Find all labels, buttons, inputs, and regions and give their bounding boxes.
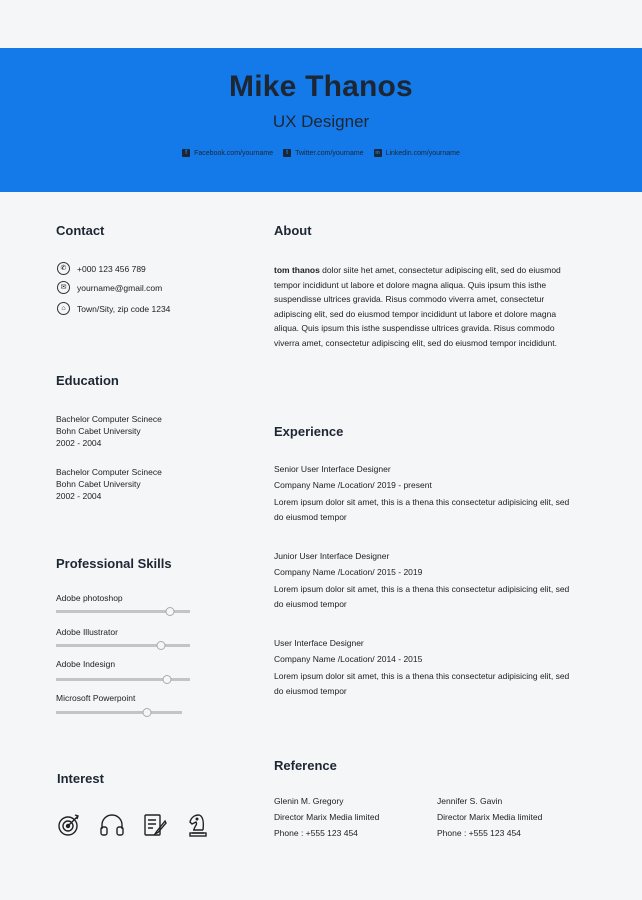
phone-icon: ✆	[57, 262, 70, 275]
skill-slider-knob[interactable]	[142, 708, 151, 717]
linkedin-icon: in	[375, 150, 380, 156]
contact-email-text: yourname@gmail.com	[77, 282, 163, 293]
experience-company: Company Name /Location/ 2019 - present	[274, 480, 432, 490]
experience-desc: Lorem ipsum dolor sit amet, this is a thena this consectetur adipisicing elit, sed do eiusmod tempor	[274, 671, 570, 696]
education-item	[56, 413, 162, 449]
experience-heading: Experience	[274, 424, 344, 439]
education-school: Bohn Cabet University	[56, 426, 141, 436]
skill-label: Adobe Indesign	[56, 659, 116, 669]
social-twitter-text: Twitter.com/yourname	[295, 149, 364, 157]
person-name: Mike Thanos	[229, 70, 413, 103]
about-heading: About	[274, 223, 312, 238]
about-body: dolor siite het amet, consectetur adipiscing elit, sed do eiusmod tempor incididunt ut labore et dolore magna aliqua. Quis ipsum this isthe suspendisse ultrices gravida. Risus commodo viverra amet, consectetur adipiscing elit, sed do eiusmod tempor incididunt ut labore et dolore magna aliqua. Quis ipsum this isthe suspendisse ultrices gravida. Risus commodo viverra amet, consectetur adipiscing elit, sed do eiusmod tempor incididunt.	[274, 265, 561, 348]
education-degree: Bachelor Computer Scinece	[56, 467, 162, 477]
social-linkedin[interactable]	[374, 149, 460, 157]
social-links	[0, 149, 642, 157]
skill-bar	[56, 711, 182, 714]
education-degree: Bachelor Computer Scinece	[56, 414, 162, 424]
experience-desc: Lorem ipsum dolor sit amet, this is a thena this consectetur adipisicing elit, sed do eiusmod tempor	[274, 497, 570, 522]
reference-position: Director Marix Media limited	[274, 812, 380, 822]
skill-bar	[56, 610, 190, 613]
skill-label: Adobe Illustrator	[56, 627, 118, 637]
experience-role: User Interface Designer	[274, 638, 364, 648]
facebook-icon: f	[182, 149, 190, 157]
reference-heading: Reference	[274, 758, 337, 773]
reference-name: Jennifer S. Gavin	[437, 796, 503, 806]
target-icon	[56, 812, 82, 838]
education-years: 2002 - 2004	[56, 438, 102, 448]
skill-bar	[56, 678, 190, 681]
experience-company: Company Name /Location/ 2014 - 2015	[274, 654, 423, 664]
skill-label: Adobe photoshop	[56, 593, 123, 603]
contact-phone	[57, 262, 146, 275]
contact-address-text: Town/Sity, zip code 1234	[77, 303, 171, 314]
twitter-icon: t	[283, 149, 291, 157]
social-linkedin-text: Linkedin.com/yourname	[385, 149, 460, 157]
skill-item	[56, 693, 182, 714]
experience-item	[274, 638, 574, 698]
email-icon: ✉	[57, 281, 70, 294]
contact-email	[57, 281, 162, 294]
about-lead: tom thanos	[274, 265, 320, 275]
experience-item	[274, 551, 574, 611]
skill-slider-knob[interactable]	[163, 675, 172, 684]
social-facebook-text: Facebook.com/yourname	[194, 149, 274, 157]
writing-icon	[142, 812, 168, 838]
reference-phone: Phone : +555 123 454	[274, 828, 358, 838]
chess-knight-icon	[185, 812, 211, 838]
headphones-icon	[99, 812, 125, 838]
skill-item	[56, 627, 190, 647]
education-heading: Education	[56, 373, 119, 388]
job-title: UX Designer	[272, 112, 370, 131]
interest-icons	[56, 812, 211, 838]
experience-role: Junior User Interface Designer	[274, 551, 390, 561]
reference-position: Director Marix Media limited	[437, 812, 543, 822]
contact-address	[57, 302, 170, 315]
skill-item	[56, 659, 190, 681]
home-icon: ⌂	[57, 302, 70, 315]
experience-desc: Lorem ipsum dolor sit amet, this is a thena this consectetur adipisicing elit, sed do eiusmod tempor	[274, 584, 570, 609]
education-school: Bohn Cabet University	[56, 479, 141, 489]
reference-phone: Phone : +555 123 454	[437, 828, 521, 838]
experience-role: Senior User Interface Designer	[274, 464, 391, 474]
education-item	[56, 466, 162, 502]
reference-name: Glenin M. Gregory	[274, 796, 344, 806]
contact-phone-text: +000 123 456 789	[77, 263, 146, 274]
experience-company: Company Name /Location/ 2015 - 2019	[274, 567, 423, 577]
experience-item	[274, 464, 574, 524]
skill-bar	[56, 644, 190, 647]
skill-label: Microsoft Powerpoint	[56, 693, 136, 703]
interest-heading: Interest	[57, 771, 104, 786]
skills-heading: Professional Skills	[56, 556, 172, 571]
reference-item	[437, 793, 542, 841]
reference-item	[274, 793, 379, 841]
skill-item	[56, 593, 190, 613]
social-twitter[interactable]	[283, 149, 363, 157]
skill-slider-knob[interactable]	[165, 607, 174, 616]
education-years: 2002 - 2004	[56, 491, 102, 501]
contact-heading: Contact	[56, 223, 105, 238]
social-facebook[interactable]	[182, 149, 273, 157]
about-text	[274, 263, 574, 350]
skill-slider-knob[interactable]	[156, 641, 165, 650]
